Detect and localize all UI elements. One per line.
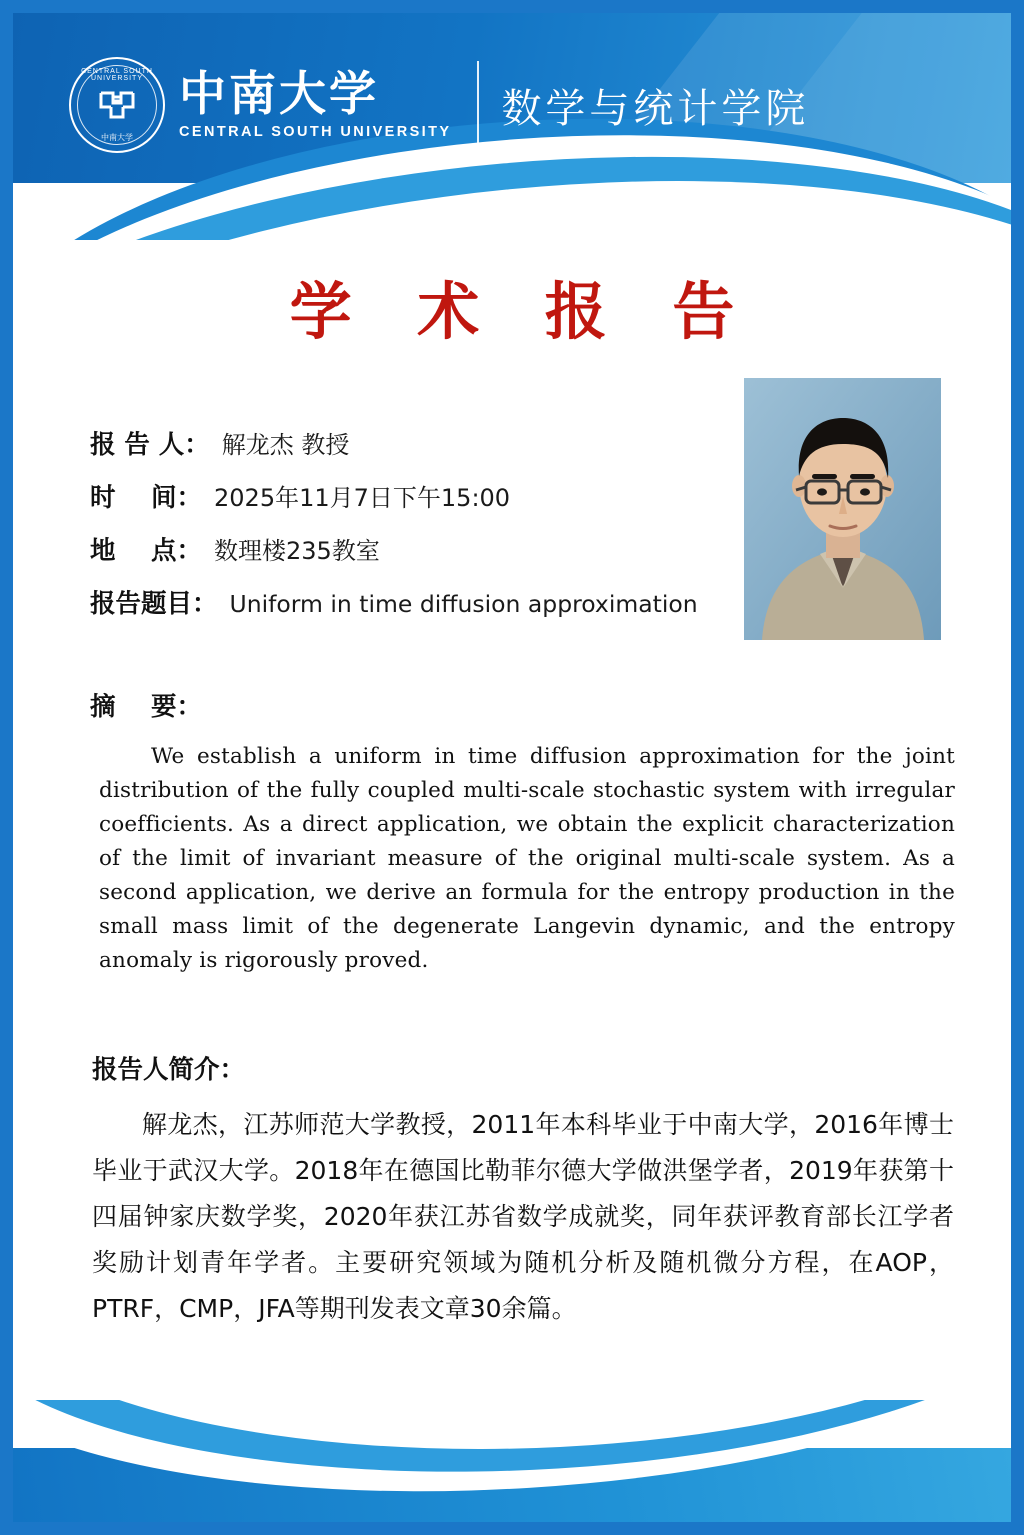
seal-top-text: CENTRAL SOUTH UNIVERSITY [81,68,153,82]
university-seal-icon [69,57,165,153]
university-name-block [179,67,452,140]
location-label: 地 点： [90,536,203,566]
bio-text: 解龙杰，江苏师范大学教授，2011年本科毕业于中南大学，2016年博士毕业于武汉大学。2018年在德国比勒菲尔德大学做洪堡学者，2019年获第十四届钟家庆数学奖，2020年获江苏省数学成就奖，同年获评教育部长江学者奖励计划青年学者。主要研究领域为随机分析及随机微分方程，在AOP，PTRF，CMP，JFA等期刊发表文章30余篇。 [92,1110,954,1323]
university-logo [69,55,809,155]
poster-body [13,240,1011,1420]
seal-emblem-icon [95,83,139,127]
time-label: 时 间： [90,483,203,513]
time-value: 2025年11月7日下午15:00 [214,484,511,512]
abstract-text: We establish a uniform in time diffusion approximation for the joint distribution of the fully coupled multi‑scale stochastic system with irregular coefficients. As a direct application, we obtain the explicit characterization of the limit of invariant measure of the original multi‑scale system. As a second application, we derive an formula for the entropy production in the small mass limit of the degenerate Langevin dynamic, and the entropy anomaly is rigorously proved. [99,744,955,973]
talk-info-list [90,425,730,637]
speaker-photo [744,378,941,640]
info-row-speaker [90,425,730,461]
poster-header [13,13,1011,261]
speaker-label: 报 告 人： [90,430,210,460]
university-name-cn: 中南大学 [179,67,379,123]
info-row-time [90,478,730,514]
location-value: 数理楼235教室 [214,537,380,565]
school-name-cn: 数学与统计学院 [501,85,810,132]
info-row-location [90,531,730,567]
logo-divider [477,61,479,149]
page-title: 学 术 报 告 [289,275,757,348]
info-row-topic [90,584,730,620]
topic-value: Uniform in time diffusion approximation [229,590,698,618]
seal-bottom-text: 中南大学 [101,133,133,142]
topic-label: 报告题目： [90,589,218,619]
bio-label: 报告人简介： [92,1055,246,1085]
abstract-label: 摘 要： [90,692,203,722]
speaker-portrait-illustration [744,378,941,640]
poster-footer [13,1400,1011,1522]
speaker-value: 解龙杰 教授 [221,431,350,459]
university-name-en: CENTRAL SOUTH UNIVERSITY [179,123,452,140]
